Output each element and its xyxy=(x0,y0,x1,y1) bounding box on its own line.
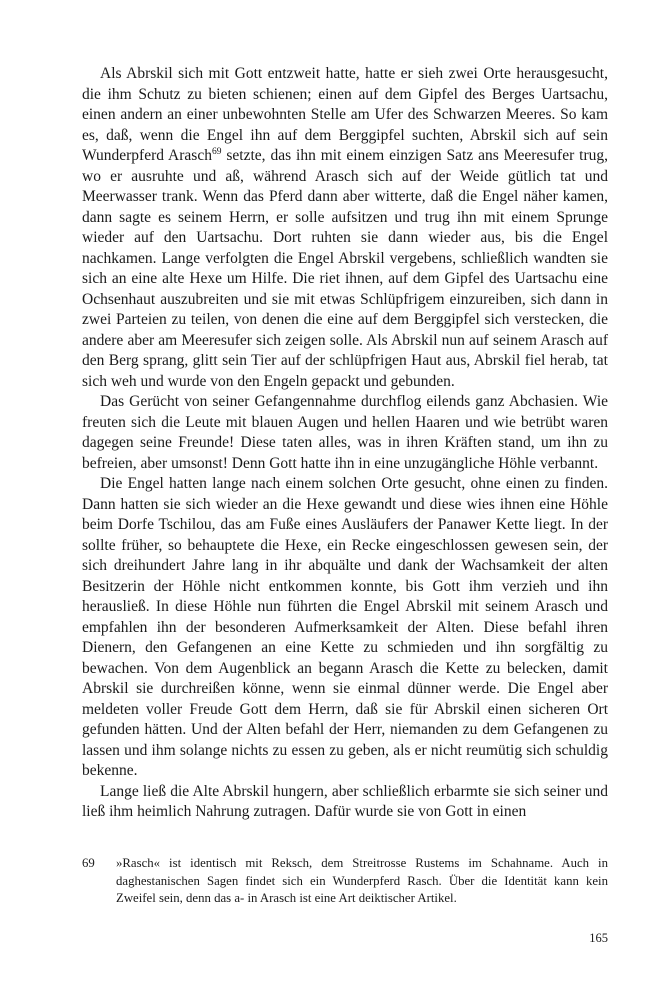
main-text xyxy=(82,64,608,823)
paragraph-4: Lange ließ die Alte Abrskil hungern, aber schließlich erbarmte sie sich seiner und ließ ihm heimlich Nahrung zutragen. Dafür wurde sie von Gott in einen xyxy=(82,782,608,820)
paragraph-3: Die Engel hatten lange nach einem solchen Orte gesucht, ohne einen zu finden. Dann hatten sie sich wieder an die Hexe gewandt und diese wies ihnen eine Höhle beim Dorfe Tschilou, das am Fuße eines Ausläufers der Panawer Kette liegt. In der sollte früher, so behauptete die Hexe, ein Recke eingeschlossen gewesen sein, der sich dreihundert Jahre lang in ihr abquälte und dank der Wachsamkeit der alten Besitzerin der Höhle nicht entkommen konnte, bis Gott ihm verzieh und ihn herausließ. In diese Höhle nun führten die Engel Abrskil mit seinem Arasch und empfahlen ihn der besonderen Aufmerksamkeit der Alten. Diese befahl ihren Dienern, den Gefangenen an eine Kette zu schmieden und ihn sorgfältig zu bewachen. Von dem Augenblick an begann Arasch die Kette zu belecken, damit Abrskil sie durchreißen könne, wenn sie einmal dünner werde. Die Engel aber meldeten voller Freude Gott dem Herrn, daß sie für Abrskil einen sicheren Ort gefunden hätten. Und der Alten befahl der Herr, niemanden zu dem Gefangenen zu lassen und ihm solange nichts zu essen zu geben, als er nicht reumütig sich schuldig bekenne. xyxy=(82,475,608,779)
footnote xyxy=(82,855,608,908)
footnote-number: 69 xyxy=(82,856,95,870)
page-body xyxy=(82,64,608,823)
paragraph-1-part-b: setzte, das ihn mit einem einzigen Satz ans Meeresufer trug, wo er ausruhte und aß, während Arasch sich auf der Weide gütlich tat und Meerwasser trank. Wenn das Pferd dann aber witterte, daß die Engel näher kamen, dann sagte es seinem Herrn, er solle aufsitzen und trug ihn mit einem Sprunge wieder auf den Uartsachu. Dort ruhten sie dann wieder aus, bis die Engel nachkamen. Lange verfolgten die Engel Abrskil vergebens, schließlich wandten sie sich an eine alte Hexe um Hilfe. Die riet ihnen, auf dem Gipfel des Uartsachu eine Ochsenhaut auszubreiten und sie mit etwas Schlüpfrigem einzureiben, sich dann in zwei Parteien zu teilen, von denen die eine auf dem Berggipfel sich verstecken, die andere aber am Meeresufer sich zeigen solle. Als Abrskil nun auf seinem Arasch auf den Berg sprang, glitt sein Tier auf der schlüpfrigen Haut aus, Abrskil fiel herab, tat sich weh und wurde von den Engeln gepackt und gebunden. xyxy=(82,147,609,390)
paragraph-1 xyxy=(82,64,608,392)
paragraph-1-part-a: Als Abrskil sich mit Gott entzweit hatte, hatte er sieh zwei Orte herausgesucht, die ihm Schutz zu bieten schienen; einen auf dem Gipfel des Berges Uartsachu, einen andern an einer unbewohnten Stelle am Ufer des Schwarzen Meeres. So kam es, daß, wenn die Engel ihn auf dem Berggipfel suchten, Abrskil sich auf sein Wunderpferd Arasch xyxy=(82,65,608,164)
page-number: 165 xyxy=(589,931,608,945)
footnote-text: »Rasch« ist identisch mit Reksch, dem Streitrosse Rustems im Schahname. Auch in daghestanischen Sagen findet sich ein Wunderpferd Rasch. Über die Identität kann kein Zweifel sein, denn das a- in Arasch ist eine Art deiktischer Artikel. xyxy=(116,856,608,905)
footnote-reference: 69 xyxy=(211,146,222,157)
paragraph-2: Das Gerücht von seiner Gefangennahme durchflog eilends ganz Abchasien. Wie freuten sich die Leute mit blauen Augen und hellen Haaren und wie betrübt waren dagegen seine Freunde! Diese taten alles, was in ihren Kräften stand, um ihn zu befreien, aber umsonst! Denn Gott hatte ihn in eine unzugängliche Höhle verbannt. xyxy=(82,393,608,472)
